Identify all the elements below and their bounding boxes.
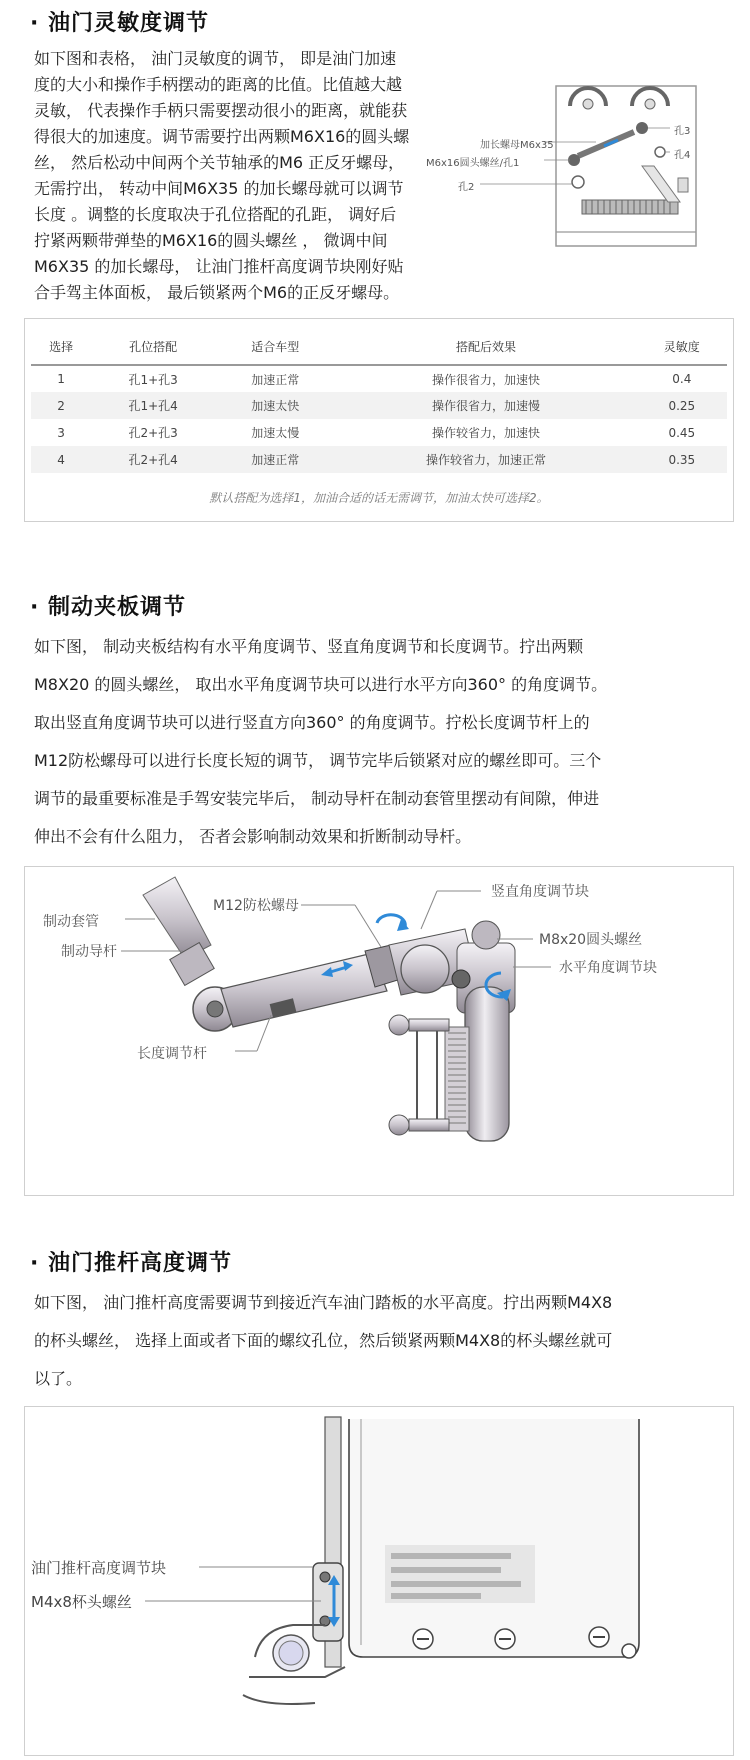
label-hole3: 孔3 bbox=[674, 126, 691, 137]
table-header-row bbox=[31, 329, 727, 365]
section-title-brake-clamp: · 制动夹板调节 bbox=[30, 595, 187, 620]
paragraph-line: M6X35 的加长螺母， 让油门推杆高度调节块刚好贴 bbox=[34, 257, 404, 276]
table-header: 搭配后效果 bbox=[456, 340, 517, 354]
label-m8-screw: M8x20圆头螺丝 bbox=[539, 932, 643, 948]
table-header: 灵敏度 bbox=[663, 340, 700, 354]
table-cell: 加速太快 bbox=[215, 392, 335, 419]
label-horizontal-block: 水平角度调节块 bbox=[559, 960, 657, 976]
table-cell: 孔1+孔3 bbox=[91, 365, 215, 392]
sensitivity-table-container bbox=[24, 318, 734, 522]
section-title-throttle-sensitivity: · 油门灵敏度调节 bbox=[30, 11, 210, 36]
table-cell: 加速太慢 bbox=[215, 419, 335, 446]
paragraph-line: 调节的最重要标准是手驾安装完毕后， 制动导杆在制动套管里摆动有间隙，伸进 bbox=[34, 789, 600, 808]
table-cell: 2 bbox=[31, 392, 91, 419]
table-header: 适合车型 bbox=[251, 340, 300, 354]
throttle-height-diagram bbox=[24, 1406, 734, 1756]
label-length-rod: 长度调节杆 bbox=[137, 1046, 207, 1062]
paragraph-line: 如下图， 油门推杆高度需要调节到接近汽车油门踏板的水平高度。拧出两颗M4X8 bbox=[34, 1293, 613, 1312]
table-cell: 4 bbox=[31, 446, 91, 473]
paragraph-line: 合手驾主体面板， 最后锁紧两个M6的正反牙螺母。 bbox=[34, 283, 400, 302]
paragraph-line: 取出竖直角度调节块可以进行竖直方向360° 的角度调节。拧松长度调节杆上的 bbox=[34, 713, 590, 732]
label-height-block: 油门推杆高度调节块 bbox=[31, 1559, 167, 1577]
table-cell: 孔1+孔4 bbox=[91, 392, 215, 419]
paragraph-line: 以了。 bbox=[34, 1369, 83, 1388]
table-cell: 操作较省力，加速快 bbox=[335, 419, 636, 446]
sensitivity-table bbox=[31, 329, 727, 473]
throttle-linkage-diagram bbox=[426, 82, 740, 252]
table-header: 孔位搭配 bbox=[129, 340, 178, 354]
brake-clamp-diagram bbox=[24, 866, 734, 1196]
table-row bbox=[31, 419, 727, 446]
table-cell: 0.25 bbox=[637, 392, 727, 419]
paragraph-line: 伸出不会有什么阻力， 否者会影响制动效果和折断制动导杆。 bbox=[34, 827, 472, 846]
label-hole2: 孔2 bbox=[458, 182, 475, 193]
paragraph-line: 如下图和表格， 油门灵敏度的调节， 即是油门加速 bbox=[34, 49, 397, 68]
table-cell: 孔2+孔3 bbox=[91, 419, 215, 446]
label-brake-sleeve: 制动套管 bbox=[43, 914, 99, 930]
paragraph-line: 度的大小和操作手柄摆动的距离的比值。比值越大越 bbox=[34, 75, 403, 94]
table-cell: 操作很省力，加速快 bbox=[335, 365, 636, 392]
paragraph-line: 拧紧两颗带弹垫的M6X16的圆头螺丝 ， 微调中间 bbox=[34, 231, 388, 250]
paragraph-line: 丝， 然后松动中间两个关节轴承的M6 正反牙螺母， bbox=[34, 153, 405, 172]
table-cell: 1 bbox=[31, 365, 91, 392]
label-extension-nut: 加长螺母M6x35 bbox=[480, 140, 554, 151]
paragraph-line: 无需拧出， 转动中间M6X35 的加长螺母就可以调节 bbox=[34, 179, 404, 198]
paragraph-line: M12防松螺母可以进行长度长短的调节， 调节完毕后锁紧对应的螺丝即可。三个 bbox=[34, 751, 602, 770]
label-cup-screw: M4x8杯头螺丝 bbox=[31, 1593, 132, 1611]
paragraph-line: 灵敏， 代表操作手柄只需要摆动很小的距离，就能获 bbox=[34, 101, 408, 120]
label-m12-nut: M12防松螺母 bbox=[213, 898, 299, 914]
table-row bbox=[31, 446, 727, 473]
table-row bbox=[31, 392, 727, 419]
label-round-screw: M6x16圆头螺丝/孔1 bbox=[426, 158, 520, 169]
paragraph-line: 的杯头螺丝， 选择上面或者下面的螺纹孔位，然后锁紧两颗M4X8的杯头螺丝就可 bbox=[34, 1331, 613, 1350]
table-row bbox=[31, 365, 727, 392]
brake-clamp-paragraph bbox=[34, 628, 724, 856]
paragraph-line: M8X20 的圆头螺丝， 取出水平角度调节块可以进行水平方向360° 的角度调节。 bbox=[34, 675, 608, 694]
table-cell: 0.35 bbox=[637, 446, 727, 473]
paragraph-line: 长度 。调整的长度取决于孔位搭配的孔距， 调好后 bbox=[34, 205, 397, 224]
label-hole4: 孔4 bbox=[674, 150, 691, 161]
brake-clamp-drawing bbox=[25, 867, 733, 1195]
section-title-throttle-height: · 油门推杆高度调节 bbox=[30, 1251, 233, 1276]
table-header: 选择 bbox=[49, 340, 74, 354]
table-note: 默认搭配为选择1，加油合适的话无需调节，加油太快可选择2。 bbox=[209, 491, 549, 505]
table-cell: 加速正常 bbox=[215, 446, 335, 473]
label-vertical-block: 竖直角度调节块 bbox=[491, 884, 589, 900]
throttle-height-drawing bbox=[25, 1407, 733, 1755]
table-cell: 加速正常 bbox=[215, 365, 335, 392]
throttle-height-paragraph bbox=[34, 1284, 724, 1398]
paragraph-line: 得很大的加速度。调节需要拧出两颗M6X16的圆头螺 bbox=[34, 127, 410, 146]
table-cell: 0.45 bbox=[637, 419, 727, 446]
label-brake-guide-rod: 制动导杆 bbox=[61, 944, 117, 960]
table-cell: 0.4 bbox=[637, 365, 727, 392]
table-cell: 操作很省力，加速慢 bbox=[335, 392, 636, 419]
table-cell: 3 bbox=[31, 419, 91, 446]
throttle-sensitivity-paragraph bbox=[34, 46, 444, 306]
table-cell: 操作较省力，加速正常 bbox=[335, 446, 636, 473]
table-cell: 孔2+孔4 bbox=[91, 446, 215, 473]
paragraph-line: 如下图， 制动夹板结构有水平角度调节、竖直角度调节和长度调节。拧出两颗 bbox=[34, 637, 584, 656]
